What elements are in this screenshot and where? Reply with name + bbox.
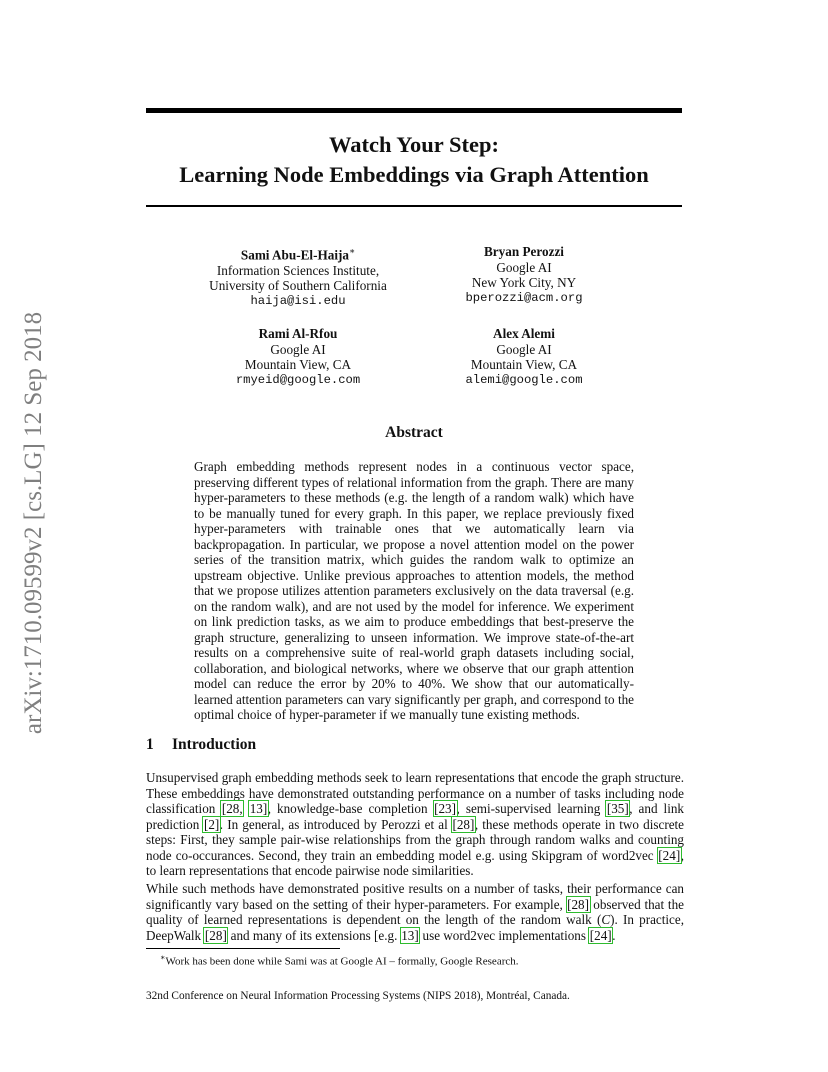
- conference-note: 32nd Conference on Neural Information Processing Systems (NIPS 2018), Montréal, Canada.: [146, 990, 570, 1002]
- intro-paragraph-1: [146, 770, 684, 879]
- footnote-marker: ∗: [160, 953, 166, 962]
- citation-link[interactable]: [23]: [434, 801, 457, 816]
- author-affiliation: Google AI: [496, 341, 552, 357]
- text-run: and many of its extensions [e.g.: [227, 927, 401, 943]
- footnote-rule: [146, 948, 340, 949]
- text-run: , to learn representations that encode pairwise node similarities.: [146, 847, 684, 878]
- math-symbol: C: [601, 912, 611, 927]
- citation-link[interactable]: [28,: [221, 801, 243, 816]
- author-location: Mountain View, CA: [470, 357, 578, 372]
- citation-link[interactable]: [35]: [606, 801, 629, 816]
- title-line-1: Watch Your Step:: [328, 132, 499, 157]
- intro-paragraph-2: [146, 881, 684, 943]
- text-run: .: [612, 927, 616, 943]
- author-affiliation: Google AI: [270, 341, 326, 357]
- author-email[interactable]: rmyeid@google.com: [235, 372, 361, 387]
- author-name-text: Sami Abu-El-Haija: [240, 247, 349, 263]
- citation-link[interactable]: [28]: [567, 896, 589, 912]
- author-block-4: [404, 326, 644, 388]
- text-run: observed that the quality of learned representations is dependent on the length of the random walk (: [146, 896, 684, 927]
- author-block-1: [178, 244, 418, 309]
- author-email[interactable]: alemi@google.com: [465, 372, 583, 387]
- author-name: Bryan Perozzi: [484, 244, 564, 259]
- author-email[interactable]: bperozzi@acm.org: [465, 290, 583, 305]
- title-rule-top: [146, 108, 682, 113]
- author-block-2: [404, 244, 644, 306]
- abstract-text: Graph embedding methods represent nodes in a continuous vector space, preserving different types of relational information from the graph. There are many hyper-parameters to these methods (e.g. the length of a random walk) which have to be manually tuned for every graph. In this paper, we replace previously fixed hyper-parameters with trainable ones that we automatically learn via backpropagation. In particular, we propose a novel attention model on the power series of the transition matrix, which guides the random walk to optimize an upstream objective. Unlike previous approaches to attention models, the method that we propose utilizes attention parameters exclusively on the data traversal (e.g. on the random walk), and are not used by the model for inference. We experiment on link prediction tasks, as we aim to produce embeddings that best-preserve the graph structure, generalizing to unseen information. We improve state-of-the-art results on a comprehensive suite of real-world graph datasets including social, collaboration, and biological networks, where we observe that our graph attention model can reduce the error by 20% to 40%. We show that our automatically-learned attention parameters can vary significantly per graph, and correspond to the optimal choice of hyper-parameter if we manually tune existing methods.: [194, 459, 634, 722]
- arxiv-identifier: arXiv:1710.09599v2 [cs.LG] 12 Sep 2018: [20, 311, 47, 735]
- author-location: New York City, NY: [471, 275, 577, 290]
- citation-link[interactable]: [24]: [658, 847, 681, 863]
- text-run: Unsupervised graph embedding methods seek to learn representations that encode the graph structure. These embeddings have demonstrated outstanding performance on a number of tasks including node classification: [146, 770, 684, 816]
- title-line-2: Learning Node Embeddings via Graph Attention: [179, 162, 649, 187]
- text-run: , knowledge-base completion: [267, 801, 434, 816]
- author-email[interactable]: haija@isi.edu: [250, 293, 346, 308]
- citation-link[interactable]: [2]: [203, 816, 220, 832]
- author-affiliation: University of Southern California: [209, 278, 387, 294]
- text-run: , and link prediction: [146, 801, 684, 832]
- footnote: [160, 951, 519, 969]
- author-affiliation: Information Sciences Institute,: [216, 262, 380, 278]
- author-block-3: [178, 326, 418, 388]
- title-rule-bottom: [146, 205, 682, 207]
- text-run: use word2vec implementations: [419, 927, 590, 943]
- citation-link[interactable]: [28]: [204, 927, 227, 943]
- author-footnote-marker: ∗: [348, 246, 356, 256]
- author-affiliation: Google AI: [496, 259, 552, 275]
- author-location: Mountain View, CA: [244, 357, 352, 372]
- footnote-text: Work has been done while Sami was at Google AI – formally, Google Research.: [165, 955, 519, 968]
- citation-link[interactable]: 13]: [249, 801, 268, 816]
- section-heading: [146, 736, 256, 754]
- author-name: Alex Alemi: [493, 326, 555, 341]
- citation-link[interactable]: [24]: [589, 927, 612, 943]
- text-run: While such methods have demonstrated positive results on a number of tasks, their performance can significantly vary based on the setting of their hyper-parameters. For example,: [146, 881, 684, 912]
- citation-link[interactable]: [28]: [452, 816, 475, 832]
- section-title: Introduction: [172, 736, 257, 753]
- abstract-heading: Abstract: [385, 424, 443, 441]
- text-run: , these methods operate in two discrete steps: First, they sample pair-wise relationships from the graph through random walks and counting node co-occurances. Second, they train an embedding model e.g. using Skipgram of word2vec: [146, 816, 685, 863]
- paper-title: [146, 130, 682, 190]
- section-number: 1: [146, 736, 154, 753]
- author-name: Rami Al-Rfou: [258, 326, 338, 341]
- author-name: [178, 244, 418, 263]
- text-run: ). In practice, DeepWalk: [146, 912, 684, 943]
- citation-link[interactable]: 13]: [401, 927, 419, 943]
- text-run: , semi-supervised learning: [456, 801, 607, 816]
- text-run: . In general, as introduced by Perozzi et al: [219, 816, 452, 832]
